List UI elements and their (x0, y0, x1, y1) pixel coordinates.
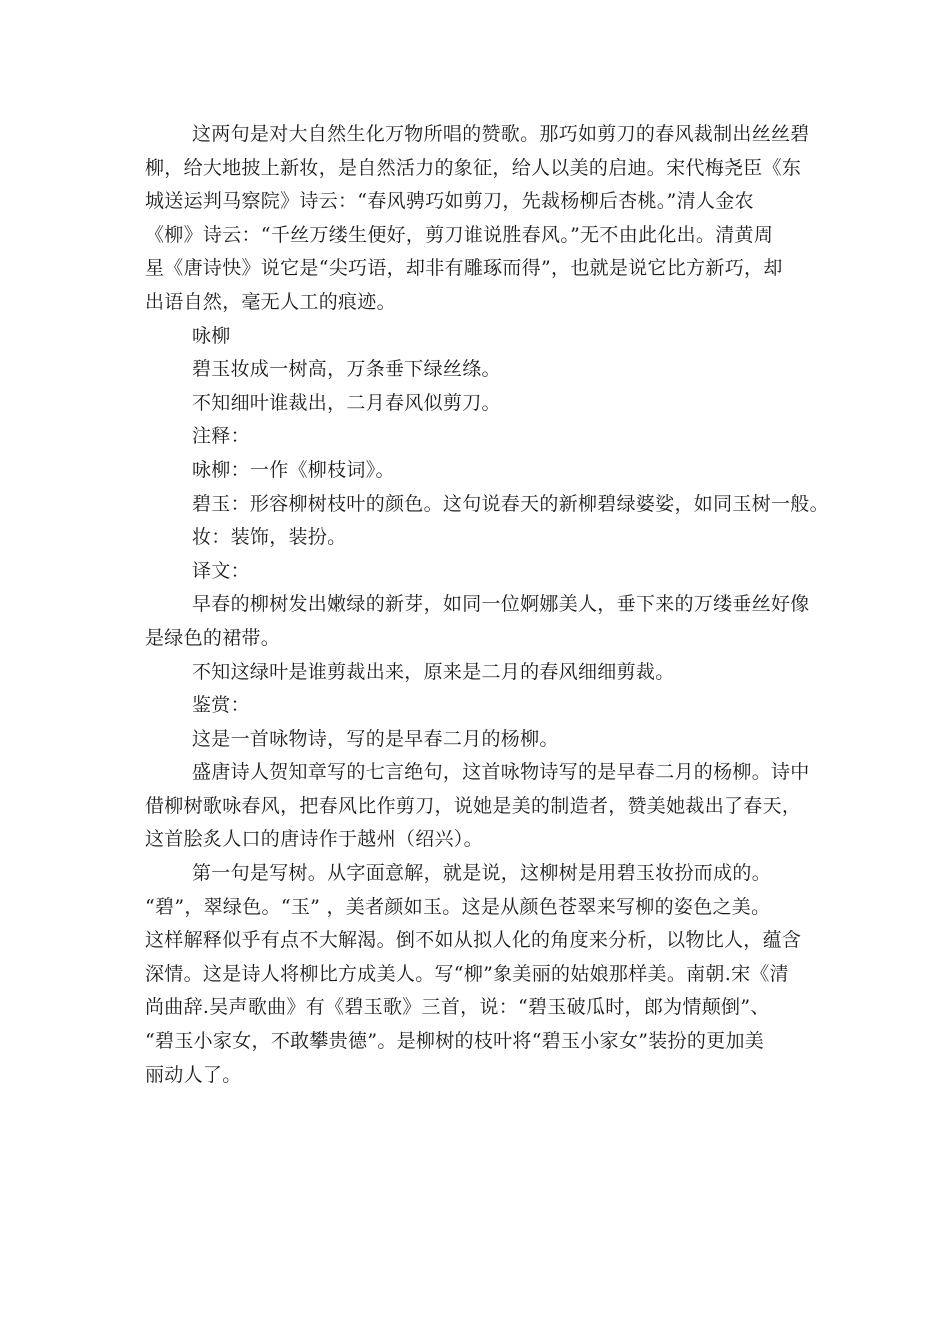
text-line: 丽动人了。 (145, 1063, 242, 1086)
text-line: 鉴赏： (192, 694, 250, 717)
text-line: 咏柳：一作《柳枝词》。 (192, 458, 395, 481)
text-line: 碧玉妆成一树高，万条垂下绿丝绦。 (192, 358, 501, 381)
text-line: 这两句是对大自然生化万物所唱的赞歌。那巧如剪刀的春风裁制出丝丝碧 (192, 123, 810, 145)
document-body (145, 118, 835, 1092)
text-line: 借柳树歌咏春风，把春风比作剪刀，说她是美的制造者，赞美她裁出了春天， (145, 794, 802, 817)
text-line: “碧玉小家女，不敢攀贵德”。是柳树的枝叶将“碧玉小家女”装扮的更加美 (145, 1030, 765, 1053)
text-line: 深情。这是诗人将柳比方成美人。写“柳”象美丽的姑娘那样美。南朝.宋《清 (145, 962, 789, 985)
text-line: 这样解释似乎有点不大解渴。倒不如从拟人化的角度来分析，以物比人，蕴含 (145, 929, 802, 952)
text-line: 早春的柳树发出嫩绿的新芽，如同一位婀娜美人，垂下来的万缕垂丝好像 (192, 593, 810, 616)
text-line: 不知细叶谁裁出，二月春风似剪刀。 (192, 391, 501, 414)
text-line: 不知这绿叶是谁剪裁出来，原来是二月的春风细细剪裁。 (192, 660, 675, 683)
text-line: 妆：装饰，装扮。 (192, 526, 347, 549)
text-line: 《柳》诗云：“千丝万缕生便好，剪刀谁说胜春风。”无不由此化出。清黄周 (145, 223, 774, 246)
text-line: 咏柳 (192, 324, 231, 347)
text-line: 星《唐诗快》说它是“尖巧语，却非有雕琢而得”，也就是说它比方新巧，却 (145, 257, 783, 280)
text-line: 这是一首咏物诗，写的是早春二月的杨柳。 (192, 727, 559, 750)
text-line: 城送运判马察院》诗云：“春风骋巧如剪刀，先裁杨柳后杏桃。”清人金农 (145, 190, 754, 213)
text-line: 碧玉：形容柳树枝叶的颜色。这句说春天的新柳碧绿婆娑，如同玉树一般。 (192, 492, 829, 515)
text-line: 尚曲辞.吴声歌曲》有《碧玉歌》三首，说：“碧玉破瓜时，郎为情颠倒”、 (145, 996, 770, 1019)
text-line: 出语自然，毫无人工的痕迹。 (145, 290, 396, 313)
text-line: 译文： (192, 559, 250, 582)
text-line: 柳，给大地披上新妆，是自然活力的象征，给人以美的启迪。宋代梅尧臣《东 (145, 156, 802, 179)
text-line: 这首脍炙人口的唐诗作于越州（绍兴）。 (145, 828, 483, 851)
text-line: 是绿色的裙带。 (145, 626, 281, 649)
text-line: 注释： (192, 425, 250, 448)
text-line: 第一句是写树。从字面意解，就是说，这柳树是用碧玉妆扮而成的。 (192, 862, 772, 885)
text-line: “碧”，翠绿色。“玉” ，美者颜如玉。这是从颜色苍翠来写柳的姿色之美。 (145, 895, 771, 918)
text-line: 盛唐诗人贺知章写的七言绝句，这首咏物诗写的是早春二月的杨柳。诗中 (192, 761, 810, 784)
